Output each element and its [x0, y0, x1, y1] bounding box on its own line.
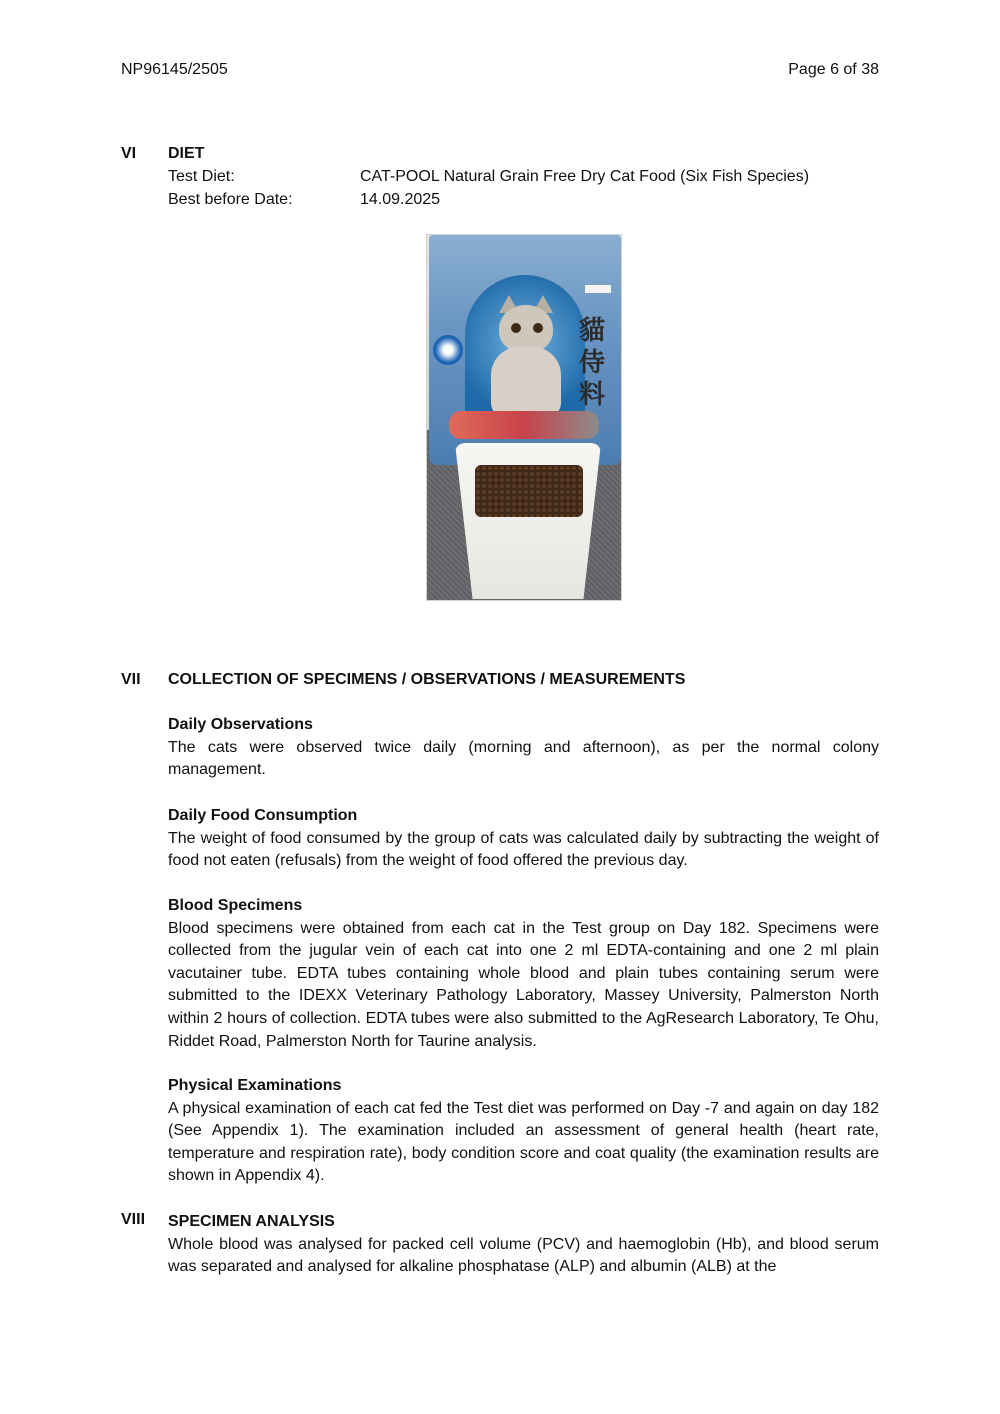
daily-observations-heading: Daily Observations [168, 716, 313, 733]
section-viii-number: VIII [121, 1211, 146, 1228]
physical-exams-heading: Physical Examinations [168, 1077, 342, 1094]
test-diet-value: CAT-POOL Natural Grain Free Dry Cat Food (Six Fish Species) [360, 168, 810, 185]
page-number: Page 6 of 38 [788, 61, 879, 78]
document-id: NP96145/2505 [121, 61, 228, 78]
daily-observations-block [168, 714, 879, 782]
cat-food-photo [426, 234, 622, 601]
section-viii-title: SPECIMEN ANALYSIS [168, 1213, 335, 1230]
bag-badge-icon [433, 335, 463, 365]
specimen-analysis-text: Whole blood was analysed for packed cell volume (PCV) and haemoglobin (Hb), and blood serum was separated and analysed for alkaline phosphatase (ALP) and albumin (ALB) at the [168, 1235, 879, 1276]
bag-tag [585, 285, 611, 293]
daily-food-text: The weight of food consumed by the group of cats was calculated daily by subtracting the weight of food not eaten (refusals) from the weight of food offered the previous day. [168, 829, 879, 870]
kibble [475, 465, 583, 517]
bag-brand-text: 貓侍料 [578, 316, 605, 410]
section-vii-title: COLLECTION OF SPECIMENS / OBSERVATIONS / MEASUREMENTS [168, 671, 686, 688]
cat-eye-left [511, 323, 521, 333]
best-before-value: 14.09.2025 [360, 191, 441, 208]
physical-exams-block [168, 1075, 879, 1188]
blood-specimens-text: Blood specimens were obtained from each cat in the Test group on Day 182. Specimens were collected from the jugular vein of each cat into one 2 ml EDTA-containing and one 2 ml plain vacutainer tube. EDTA tubes containing whole blood and plain tubes containing serum were submitted to the IDEXX Veterinary Pathology Laboratory, Massey University, Palmerston North within 2 hours of collection. EDTA tubes were also submitted to the AgResearch Laboratory, Te Ohu, Riddet Road, Palmerston North for Taurine analysis. [168, 919, 879, 1050]
daily-food-block [168, 805, 879, 873]
cat-eye-right [533, 323, 543, 333]
fish-illustration [449, 411, 599, 439]
section-vii-number: VII [121, 671, 141, 688]
daily-observations-text: The cats were observed twice daily (morning and afternoon), as per the normal colony management. [168, 738, 879, 779]
specimen-analysis-block [168, 1211, 879, 1279]
best-before-label: Best before Date: [168, 191, 293, 208]
cat-head [499, 305, 553, 353]
test-diet-label: Test Diet: [168, 168, 235, 185]
daily-food-heading: Daily Food Consumption [168, 807, 358, 824]
section-vi-title: DIET [168, 145, 205, 162]
cat-body [491, 347, 561, 417]
blood-specimens-heading: Blood Specimens [168, 897, 303, 914]
blood-specimens-block [168, 895, 879, 1053]
physical-exams-text: A physical examination of each cat fed the Test diet was performed on Day -7 and again on day 182 (See Appendix 1). The examination included an assessment of general health (heart rate, temperature and respiration rate), body condition score and coat quality (the examination results are shown in Appendix 4). [168, 1099, 879, 1185]
cat-food-bag [429, 235, 621, 465]
section-vi-number: VI [121, 145, 137, 162]
